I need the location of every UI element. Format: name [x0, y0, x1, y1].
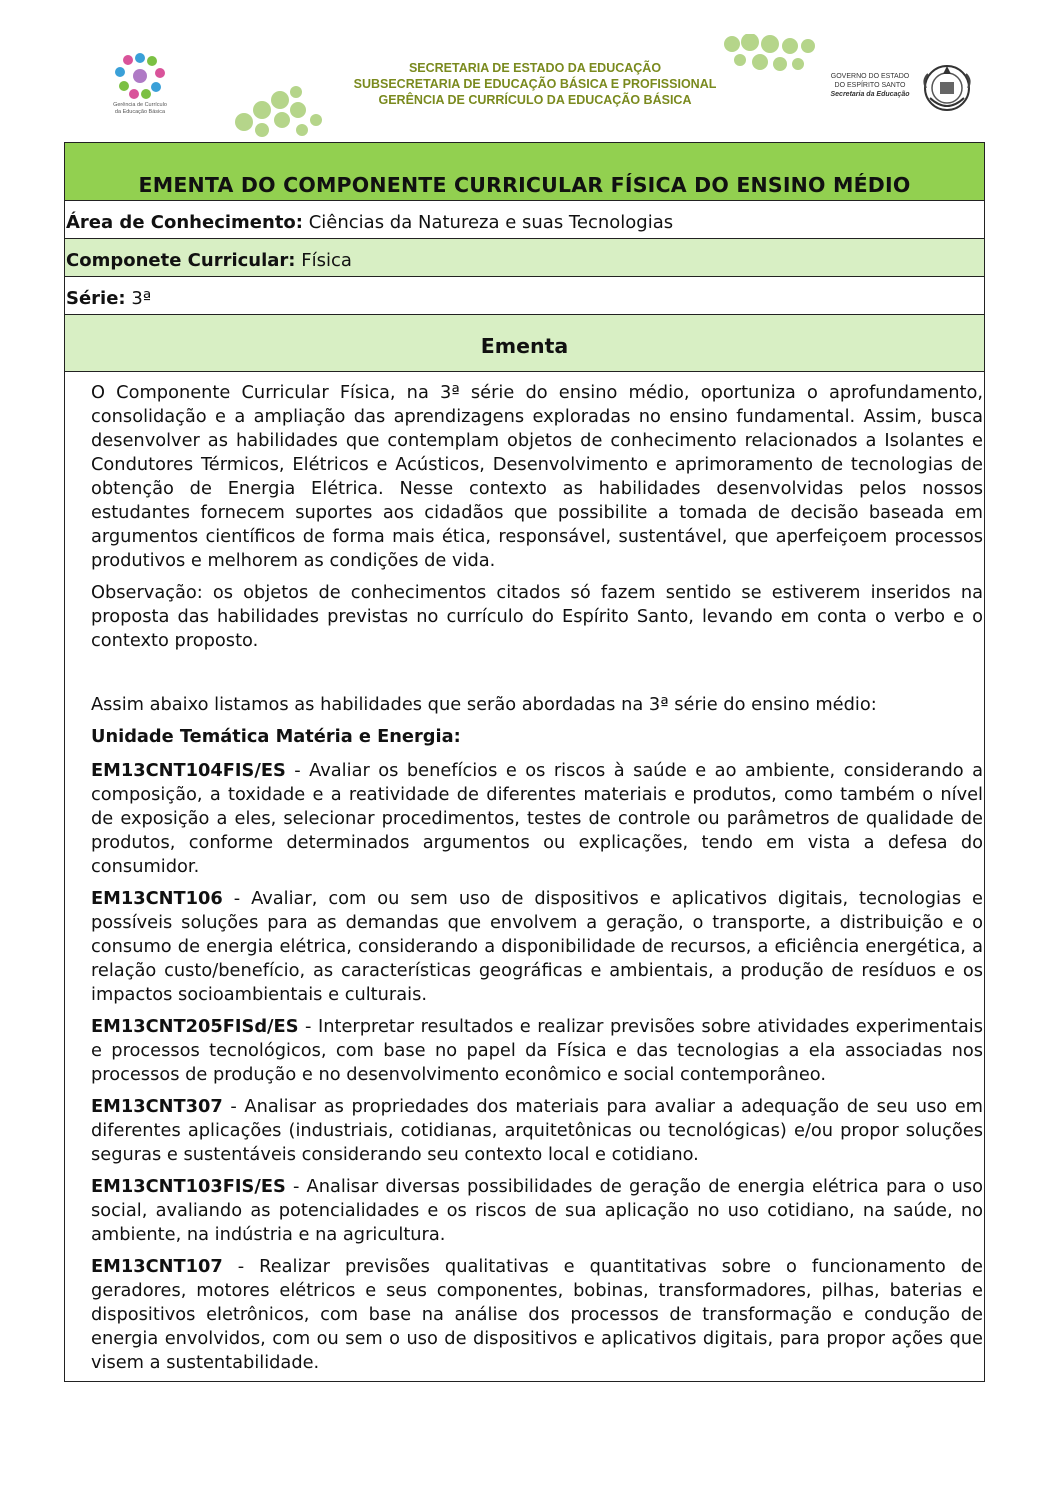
skill-item [91, 1175, 983, 1247]
componente-label: Componete Curricular: [66, 250, 296, 271]
serie-value: 3ª [125, 288, 152, 309]
skill-code: EM13CNT104FIS/ES [91, 760, 286, 781]
skill-item [91, 759, 983, 879]
skill-text: - Analisar as propriedades dos materiais para avaliar a adequação de seu uso em diferentes aplicações (industriais, cotidianas, arquitetônicas ou tecnológicas) e/ou propor soluções seguras e sustentáveis considerando seu contexto local e cotidiano. [91, 1096, 983, 1165]
observacao-paragraph: Observação: os objetos de conhecimentos citados só fazem sentido se estiverem inseridos na proposta das habilidades previstas no currículo do Espírito Santo, levando em conta o verbo e o contexto proposto. [91, 582, 983, 651]
document-title: EMENTA DO COMPONENTE CURRICULAR FÍSICA DO ENSINO MÉDIO [138, 173, 911, 197]
skill-item [91, 1255, 983, 1375]
skill-code: EM13CNT107 [91, 1256, 223, 1277]
area-label: Área de Conhecimento: [66, 212, 303, 233]
logo-text-line2: da Educação Básica [114, 109, 166, 115]
government-label [820, 72, 920, 99]
serie-label: Série: [66, 288, 126, 309]
skill-item [91, 1095, 983, 1167]
skill-text: - Interpretar resultados e realizar previsões sobre atividades experimentais e processos tecnológicos, com base no papel da Física e das tecnologias a ela associadas nos processos de produção e no desenvolvimento econômico e social contemporâneo. [91, 1016, 983, 1085]
ementa-content [65, 372, 984, 1381]
curriculum-logo-icon [100, 50, 180, 102]
skill-code: EM13CNT307 [91, 1096, 223, 1117]
header-line-subsecretaria: SUBSECRETARIA DE EDUCAÇÃO BÁSICA E PROFISSIONAL [353, 77, 717, 91]
intro-paragraph: O Componente Curricular Física, na 3ª série do ensino médio, oportuniza o aprofundamento, consolidação e a ampliação das aprendizagens exploradas no ensino fundamental. Assim, busca desenvolver as habilidades que contemplam objetos de conhecimento relacionados a Isolantes e Condutores Térmicos, Elétricos e Acústicos, Desenvolvimento e aprimoramento de tecnologias de obtenção de Energia Elétrica. Nesse contexto as habilidades desenvolvidas pelos nossos estudantes fornecem suportes aos cidadãos que possibilite a tomada de decisão baseada em argumentos científicos de forma mais ética, responsável, sustentável, que aperfeiçoem processos produtivos e melhorem as condições de vida. [91, 382, 983, 571]
area-value: Ciências da Natureza e suas Tecnologias [303, 212, 674, 233]
componente-value: Física [295, 250, 352, 271]
title-row [65, 143, 984, 201]
curriculum-logo [100, 50, 180, 122]
gov-line3: Secretaria da Educação [830, 91, 910, 98]
serie-row [65, 277, 984, 315]
area-row [65, 201, 984, 239]
page-header [0, 0, 1059, 140]
list-intro-paragraph: Assim abaixo listamos as habilidades que serão abordadas na 3ª série do ensino médio: [91, 694, 877, 715]
state-crest-icon [918, 58, 976, 120]
header-title [300, 60, 770, 108]
logo-text-line1: Gerência de Currículo [113, 102, 167, 108]
header-line-secretaria: SECRETARIA DE ESTADO DA EDUCAÇÃO [408, 61, 662, 75]
skill-text: - Avaliar os benefícios e os riscos à saúde e ao ambiente, considerando a composição, a toxidade e a reatividade de diferentes materiais e produtos, como também o nível de exposição a eles, selecionar procedimentos, testes de controle ou parâmetros de qualidade de produtos, conforme determinados argumentos ou explicações, tendo em vista a defesa do consumidor. [91, 760, 983, 877]
skill-text: - Analisar diversas possibilidades de geração de energia elétrica para o uso social, avaliando as potencialidades e os riscos de sua aplicação no uso cotidiano, na saúde, no ambiente, na indústria e na agricultura. [91, 1176, 983, 1245]
skill-text: - Realizar previsões qualitativas e quantitativas sobre o funcionamento de geradores, motores elétricos e seus componentes, bobinas, transformadores, pilhas, baterias e dispositivos eletrônicos, com base na análise dos processos de transformação e condução de energia envolvidos, com ou sem o uso de dispositivos e aplicativos digitais, para propor ações que visem a sustentabilidade. [91, 1256, 983, 1373]
ementa-table [64, 142, 985, 1382]
ementa-heading-row [65, 315, 984, 372]
skill-code: EM13CNT106 [91, 888, 223, 909]
unit-heading: Unidade Temática Matéria e Energia: [91, 726, 461, 747]
ementa-heading: Ementa [480, 334, 569, 358]
gov-line1: GOVERNO DO ESTADO [830, 73, 910, 80]
gov-line2: DO ESPÍRITO SANTO [834, 82, 906, 89]
skill-item [91, 1015, 983, 1087]
skill-code: EM13CNT103FIS/ES [91, 1176, 286, 1197]
skill-code: EM13CNT205FISd/ES [91, 1016, 299, 1037]
header-line-gerencia: GERÊNCIA DE CURRÍCULO DA EDUCAÇÃO BÁSICA [378, 93, 692, 107]
skill-item [91, 887, 983, 1007]
componente-row [65, 239, 984, 277]
skill-text: - Avaliar, com ou sem uso de dispositivos e aplicativos digitais, tecnologias e possíveis soluções para as demandas que envolvem a geração, o transporte, a distribuição e o consumo de energia elétrica, considerando a disponibilidade de recursos, a eficiência energética, a relação custo/benefício, as características geográficas e ambientais, a produção de resíduos e os impactos socioambientais e culturais. [91, 888, 983, 1005]
